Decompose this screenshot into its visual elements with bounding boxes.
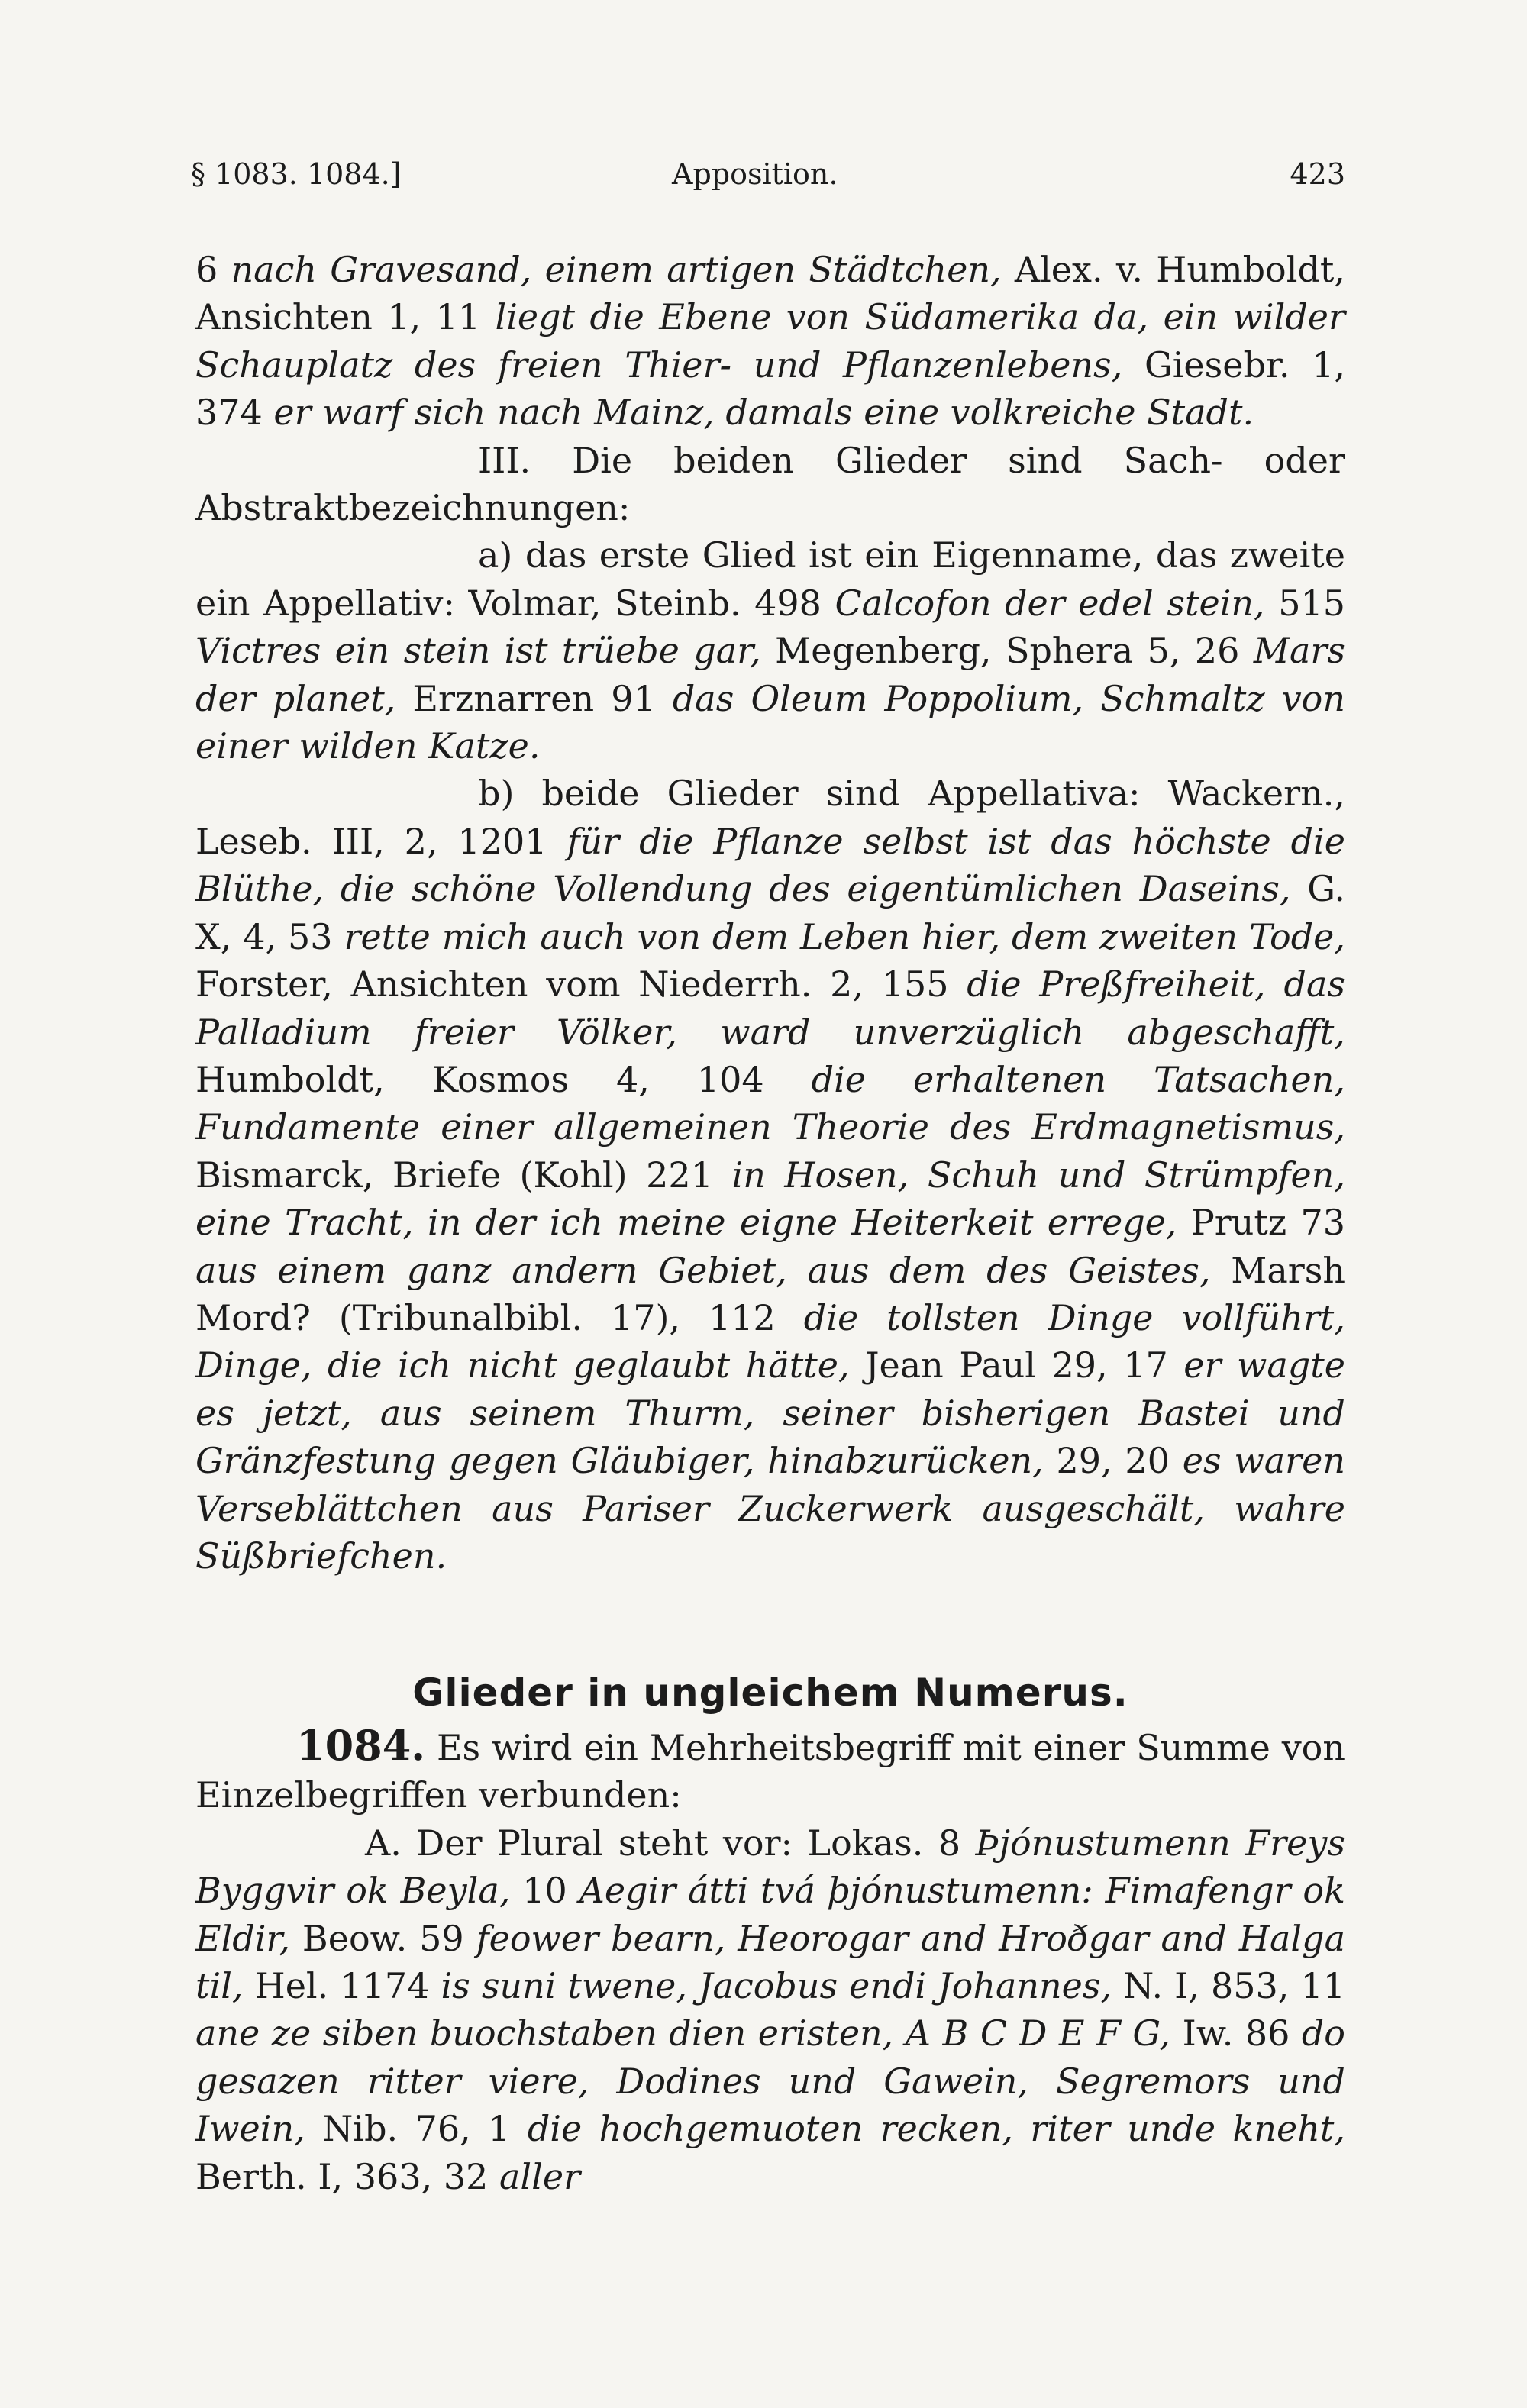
italic-citation: er warf sich nach Mainz, damals eine volkreiche Stadt. [273, 392, 1254, 434]
italic-citation: ane ze siben buochstaben dien eristen, A B C D E F G, [195, 2013, 1171, 2055]
italic-citation: do gesazen ritter viere, Dodines und Gawein, Segremors und Iwein, [195, 2013, 1345, 2150]
italic-citation: er wagte es jetzt, aus seinem Thurm, seiner bisherigen Bastei und Gränzfestung gegen Gläubiger, hinabzurücken, [195, 1344, 1345, 1482]
italic-citation: die Preßfreiheit, das Palladium freier Völker, ward unverzüglich abgeschafft, [195, 964, 1345, 1053]
paragraph-number: 1084. [296, 1721, 426, 1770]
paragraph-text: Es wird ein Mehrheitsbegriff mit einer Summe von Einzelbegriffen verbunden: [195, 1727, 1345, 1816]
italic-citation: die tollsten Dinge vollführt, Dinge, die ich nicht geglaubt hätte, [195, 1296, 1345, 1386]
italic-citation: für die Pflanze selbst ist das höchste die Blüthe, die schöne Vollendung des eigentümlichen Daseins, [195, 820, 1345, 910]
section-heading: Glieder in ungleichem Numerus. [412, 1670, 1128, 1715]
italic-citation: die erhaltenen Tatsachen, Fundamente einer allgemeinen Theorie des Erdmagnetismus, [195, 1058, 1346, 1148]
italic-citation: Mars der planet, [195, 630, 1345, 719]
running-header [191, 157, 1345, 195]
italic-citation: rette mich auch von dem Leben hier, dem zweiten Tode, [344, 915, 1345, 957]
italic-citation: liegt die Ebene von Südamerika da, ein wilder Schauplatz des freien Thier- und Pflanzenlebens, [195, 296, 1345, 386]
paragraph: III. Die beiden Glieder sind Sach- oder Abstraktbezeichnungen: [195, 439, 1345, 529]
italic-citation: is suni twene, Jacobus endi Johannes, [441, 1965, 1112, 2007]
paragraph: a) das erste Glied ist ein Eigenname, das zweite ein Appellativ: Volmar, Steinb. 498 Calcofon der edel stein, 515 Victres ein stein ist trüebe gar, Megenberg, Sphera 5, 26 Mars der planet, Erznarren 91 das Oleum Poppolium, Schmaltz von einer wilden Katze. [195, 534, 1346, 767]
paragraph: A. Der Plural steht vor: Lokas. 8 Þjónustumenn Freys Byggvir ok Beyla, 10 Aegir átti tvá þjónustumenn: Fimafengr ok Eldir, Beow. 59 feower bearn, Heorogar and Hroðgar and Halga til, Hel. 1174 is suni twene, Jacobus endi Johannes, N. I, 853, 11 ane ze siben buochstaben dien eristen, A B C D E F G, Iw. 86 do gesazen ritter viere, Dodines und Gawein, Segremors und Iwein, Nib. 76, 1 die hochgemuoten recken, riter unde kneht, Berth. I, 363, 32 aller [195, 1822, 1346, 2197]
section-reference: § 1083. 1084.] [191, 157, 402, 191]
italic-citation: Þjónustumenn Freys Byggvir ok Beyla, [195, 1822, 1345, 1912]
italic-citation: die hochgemuoten recken, riter unde kneht, [527, 2108, 1345, 2150]
paragraph [195, 1722, 1345, 1819]
italic-citation: Calcofon der edel stein, [835, 582, 1265, 624]
running-title: Apposition. [672, 157, 838, 191]
paragraph: 6 nach Gravesand, einem artigen Städtchen, Alex. v. Humboldt, Ansichten 1, 11 liegt die Ebene von Südamerika da, ein wilder Schauplatz des freien Thier- und Pflanzenlebens, Giesebr. 1, 374 er warf sich nach Mainz, damals eine volkreiche Stadt. [195, 249, 1346, 434]
body-text-block-2 [195, 1722, 1345, 2200]
paragraph: b) beide Glieder sind Appellativa: Wackern., Leseb. III, 2, 1201 für die Pflanze selbst ist das höchste die Blüthe, die schöne Vollendung des eigentümlichen Daseins, G. X, 4, 53 rette mich auch von dem Leben hier, dem zweiten Tode, Forster, Ansichten vom Niederrh. 2, 155 die Preßfreiheit, das Palladium freier Völker, ward unverzüglich abgeschafft, Humboldt, Kosmos 4, 104 die erhaltenen Tatsachen, Fundamente einer allgemeinen Theorie des Erdmagnetismus, Bismarck, Briefe (Kohl) 221 in Hosen, Schuh und Strümpfen, eine Tracht, in der ich meine eigne Heiterkeit errege, Prutz 73 aus einem ganz andern Gebiet, aus dem des Geistes, Marsh Mord? (Tribunalbibl. 17), 112 die tollsten Dinge vollführt, Dinge, die ich nicht geglaubt hätte, Jean Paul 29, 17 er wagte es jetzt, aus seinem Thurm, seiner bisherigen Bastei und Gränzfestung gegen Gläubiger, hinabzurücken, 29, 20 es waren Verseblättchen aus Pariser Zuckerwerk ausgeschält, wahre Süßbriefchen. [195, 773, 1346, 1577]
italic-citation: in Hosen, Schuh und Strümpfen, eine Tracht, in der ich meine eigne Heiterkeit errege, [195, 1154, 1345, 1244]
italic-citation: feower bearn, Heorogar and Hroðgar and Halga til, [195, 1917, 1345, 2007]
italic-citation: es waren Verseblättchen aus Pariser Zuckerwerk ausgeschält, wahre Süßbriefchen. [195, 1440, 1346, 1577]
italic-citation: aus einem ganz andern Gebiet, aus dem des Geistes, [195, 1249, 1211, 1291]
body-text-block-1 [195, 246, 1345, 1580]
italic-citation: aller [499, 2155, 581, 2197]
page-number: 423 [1290, 157, 1345, 191]
italic-citation: Victres ein stein ist trüebe gar, [195, 630, 761, 672]
italic-citation: nach Gravesand, einem artigen Städtchen, [231, 249, 1002, 290]
italic-citation: das Oleum Poppolium, Schmaltz von einer wilden Katze. [195, 677, 1345, 767]
italic-citation: Aegir átti tvá þjónustumenn: Fimafengr ok Eldir, [195, 1870, 1345, 1959]
